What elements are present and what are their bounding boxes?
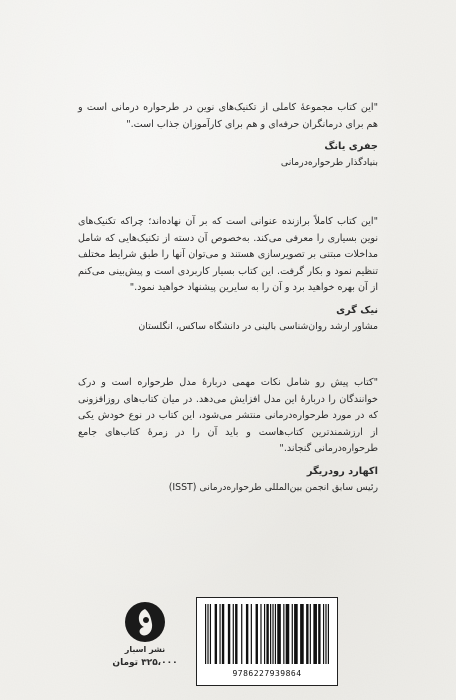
endorsement-3-author-title: رئیس سابق انجمن بین‌المللی طرحواره‌درمانی (ISST) — [168, 481, 378, 493]
barcode-bar — [277, 604, 281, 664]
barcode-bar — [264, 604, 265, 664]
barcode-bar — [292, 604, 293, 664]
barcode-bar — [283, 604, 284, 664]
barcode-bar — [313, 604, 317, 664]
barcode-bar — [266, 604, 268, 664]
barcode-bar — [275, 604, 276, 664]
barcode-bar — [210, 604, 211, 664]
barcode-bar — [207, 604, 208, 664]
endorsement-2-author-title: مشاور ارشد روان‌شناسی بالینی در دانشگاه ساکس، انگلستان — [138, 320, 378, 332]
barcode-bar — [318, 604, 320, 664]
barcode-bar — [260, 604, 261, 664]
barcode-bar — [241, 604, 242, 664]
endorsement-2-author: نیک گری — [336, 304, 378, 316]
endorsement-1-text: "این کتاب مجموعهٔ کاملی از تکنیک‌های نوین در طرحواره درمانی است و هم برای درمانگران حرفه‌ای و هم برای کارآموزان جذاب است." — [78, 102, 378, 130]
barcode-bar — [251, 604, 252, 664]
barcode-bar — [270, 604, 271, 664]
endorsement-3-author: اکهارد رودریگر — [306, 465, 378, 477]
barcode-bar — [325, 604, 326, 664]
barcode-bar — [246, 604, 248, 664]
barcode-bar — [300, 604, 304, 664]
barcode-number: 9786227939864 — [232, 669, 302, 678]
barcode-bar — [306, 604, 308, 664]
publisher-block — [110, 602, 180, 694]
barcode-bar — [235, 604, 237, 664]
barcode-bar — [222, 604, 224, 664]
barcode-bar — [294, 604, 298, 664]
endorsement-3-text: "کتاب پیش رو شامل نکات مهمی دربارهٔ مدل طرحواره است و درک خوانندگان را دربارهٔ این مدل افزایش می‌دهد. در میان کتاب‌های روزافزونی که در مورد طرحواره‌درمانی منتشر می‌شود، این کتاب در نوع خودش یکی از ارزشمندترین کتاب‌هاست و باید آن را در زمرهٔ کتاب‌های جامع طرحواره‌درمانی گنجاند." — [78, 377, 378, 454]
barcode-bar — [219, 604, 220, 664]
publisher-name: نشر اسبار — [124, 645, 166, 654]
barcode-bar — [256, 604, 258, 664]
barcode-bars — [203, 604, 331, 664]
isbn-barcode — [196, 597, 338, 686]
price-label: ۳۲۵،۰۰۰ تومان — [112, 658, 178, 668]
endorsement-1 — [78, 100, 378, 171]
barcode-bar — [286, 604, 290, 664]
endorsement-2-text: "این کتاب کاملاً برازنده عنوانی است که بر آن نهاده‌اند؛ چراکه تکنیک‌های نوین بسیاری را معرفی می‌کند. به‌خصوص آن دسته از تکنیک‌هایی که شامل مداخلات مبتنی بر تصویرسازی هستند و می‌توان آنها را طبق شرایط مختلف تنظیم نمود و بکار گرفت. این کتاب بسیار کاربردی است و پیش‌بینی می‌کنم از آن بهره خواهید برد و آن را به سایرین پیشنهاد خواهید نمود." — [78, 216, 378, 293]
barcode-bar — [205, 604, 206, 664]
barcode-bar — [310, 604, 311, 664]
endorsement-1-author: جفری یانگ — [324, 141, 378, 152]
publisher-logo-icon — [125, 602, 165, 642]
endorsement-2 — [78, 214, 378, 335]
barcode-bar — [233, 604, 234, 664]
endorsement-1-author-title: بنیادگذار طرحواره‌درمانی — [280, 157, 378, 168]
barcode-bar — [328, 604, 329, 664]
barcode-bar — [323, 604, 324, 664]
barcode-bar — [228, 604, 230, 664]
barcode-bar — [272, 604, 273, 664]
endorsement-3 — [78, 375, 378, 496]
barcode-bar — [215, 604, 217, 664]
